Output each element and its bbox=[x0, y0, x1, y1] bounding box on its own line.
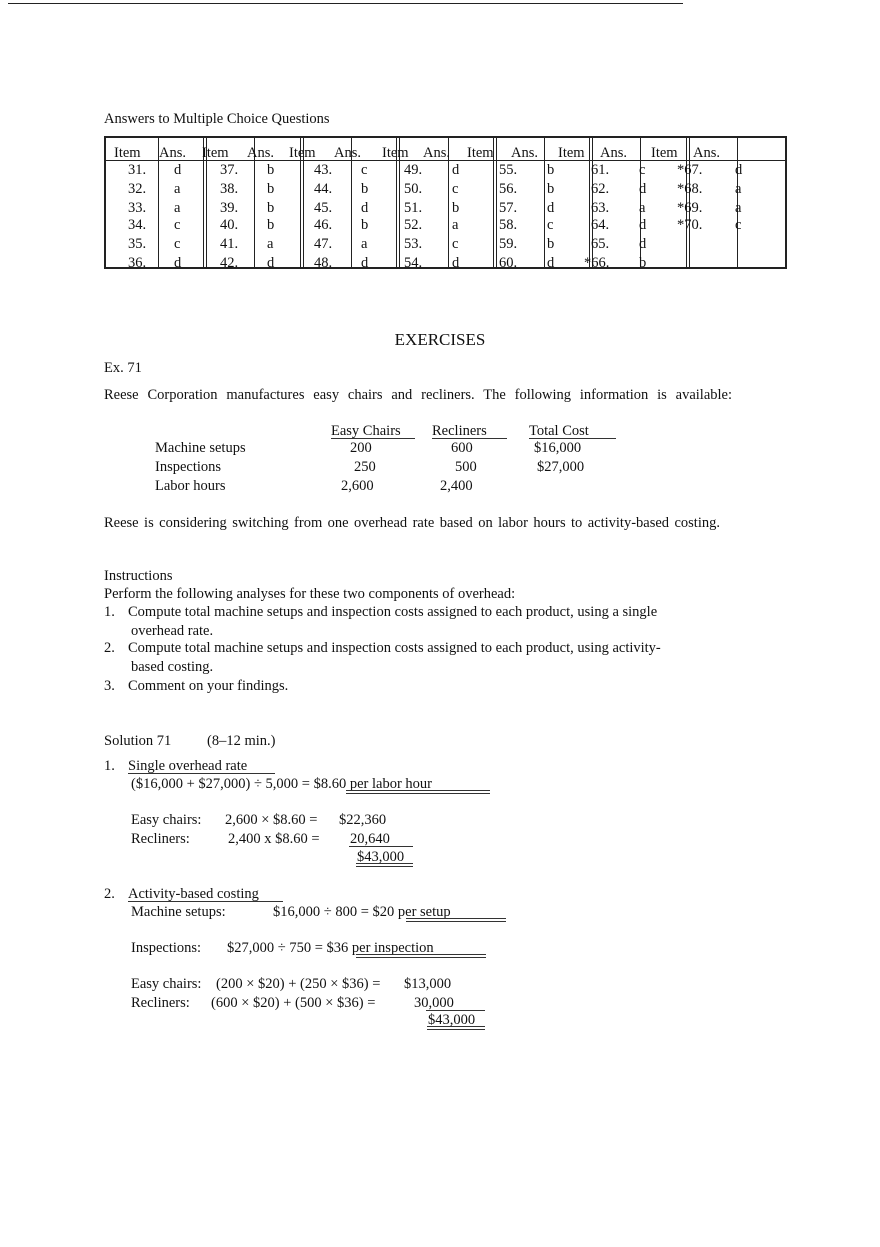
table-item-answer: a bbox=[735, 181, 742, 197]
table-header-item: Item bbox=[114, 145, 141, 161]
table-item-number: *68. bbox=[677, 181, 703, 197]
table-header-item: Item bbox=[202, 145, 229, 161]
table-item-number: 33. bbox=[128, 200, 147, 216]
table-item-answer: c bbox=[547, 217, 554, 233]
table-item-answer: c bbox=[361, 162, 368, 178]
table-item-number: 46. bbox=[314, 217, 333, 233]
part2-total-double-underline bbox=[427, 1026, 485, 1030]
table-item-answer: d bbox=[639, 217, 647, 233]
step-1-line2: overhead rate. bbox=[131, 623, 214, 639]
table-item-answer: b bbox=[267, 162, 275, 178]
table-item-number: 43. bbox=[314, 162, 333, 178]
row-label-labor: Labor hours bbox=[155, 478, 226, 494]
table-header-answer: Ans. bbox=[247, 145, 274, 161]
table-header-item: Item bbox=[558, 145, 585, 161]
table-item-answer: b bbox=[267, 217, 275, 233]
table-item-answer: b bbox=[361, 181, 369, 197]
part1-total-double-underline bbox=[356, 863, 413, 867]
table-item-answer: b bbox=[639, 255, 647, 271]
part2-num: 2. bbox=[104, 886, 115, 902]
table-item-number: *67. bbox=[677, 162, 703, 178]
table-item-answer: c bbox=[452, 181, 459, 197]
considering-text: Reese is considering switching from one overhead rate based on labor hours to activity-based costing. bbox=[104, 515, 720, 531]
table-item-number: 56. bbox=[499, 181, 518, 197]
table-item-answer: c bbox=[735, 217, 742, 233]
part1-num: 1. bbox=[104, 758, 115, 774]
col-header-recliners: Recliners bbox=[432, 423, 487, 439]
row-inspections-easy: 250 bbox=[354, 459, 376, 475]
part2-easy-calc: (200 × $20) + (250 × $36) = bbox=[216, 976, 381, 992]
row-inspections-total: $27,000 bbox=[537, 459, 585, 475]
table-header-answer: Ans. bbox=[693, 145, 720, 161]
table-item-answer: d bbox=[267, 255, 275, 271]
table-item-number: 57. bbox=[499, 200, 518, 216]
considering-paragraph bbox=[104, 514, 720, 532]
part1-title-underline bbox=[128, 773, 275, 774]
part1-sum-underline bbox=[349, 846, 413, 847]
intro-text: Reese Corporation manufactures easy chairs and recliners. The following information is available: bbox=[104, 387, 732, 403]
table-item-number: 48. bbox=[314, 255, 333, 271]
col-header-total-underline bbox=[529, 438, 616, 439]
table-item-answer: b bbox=[547, 236, 555, 252]
instructions-label: Instructions bbox=[104, 568, 173, 584]
row-label-inspections: Inspections bbox=[155, 459, 222, 475]
table-item-answer: d bbox=[174, 162, 182, 178]
row-setups-total: $16,000 bbox=[534, 440, 582, 456]
table-item-answer: c bbox=[639, 162, 646, 178]
table-item-number: *70. bbox=[677, 217, 703, 233]
table-item-answer: d bbox=[452, 255, 460, 271]
table-item-number: 41. bbox=[220, 236, 239, 252]
step-2-line1: Compute total machine setups and inspection costs assigned to each product, using activity- bbox=[128, 640, 661, 656]
table-item-answer: d bbox=[639, 181, 647, 197]
col-header-easy-underline bbox=[331, 438, 415, 439]
row-setups-easy: 200 bbox=[350, 440, 372, 456]
table-item-number: 55. bbox=[499, 162, 518, 178]
table-item-answer: a bbox=[639, 200, 646, 216]
step-3-line1: Comment on your findings. bbox=[128, 678, 289, 694]
top-rule bbox=[8, 3, 683, 4]
part1-easy-label: Easy chairs: bbox=[131, 812, 202, 828]
table-item-answer: d bbox=[639, 236, 647, 252]
table-item-number: 65. bbox=[591, 236, 610, 252]
table-item-number: 34. bbox=[128, 217, 147, 233]
step-2-line2: based costing. bbox=[131, 659, 214, 675]
table-item-number: 63. bbox=[591, 200, 610, 216]
table-header-answer: Ans. bbox=[334, 145, 361, 161]
part2-recliners-label: Recliners: bbox=[131, 995, 190, 1011]
table-item-answer: d bbox=[361, 200, 369, 216]
table-item-answer: c bbox=[174, 217, 181, 233]
part2-recliners-value: 30,000 bbox=[414, 995, 454, 1011]
table-item-number: 40. bbox=[220, 217, 239, 233]
table-column-rule bbox=[544, 138, 545, 267]
exercise-intro bbox=[104, 386, 732, 404]
table-header-item: Item bbox=[467, 145, 494, 161]
table-item-number: 61. bbox=[591, 162, 610, 178]
part1-recliners-label: Recliners: bbox=[131, 831, 190, 847]
table-item-answer: b bbox=[547, 162, 555, 178]
part1-total: $43,000 bbox=[357, 849, 405, 865]
col-header-recliners-underline bbox=[432, 438, 507, 439]
solution-time: (8–12 min.) bbox=[207, 733, 276, 749]
row-inspections-recliners: 500 bbox=[455, 459, 477, 475]
table-item-number: 58. bbox=[499, 217, 518, 233]
table-item-number: 62. bbox=[591, 181, 610, 197]
table-item-number: 45. bbox=[314, 200, 333, 216]
table-item-number: 47. bbox=[314, 236, 333, 252]
part2-easy-value: $13,000 bbox=[404, 976, 452, 992]
table-header-item: Item bbox=[651, 145, 678, 161]
step-2-num: 2. bbox=[104, 640, 115, 656]
table-item-answer: b bbox=[361, 217, 369, 233]
part1-title: Single overhead rate bbox=[128, 758, 248, 774]
table-item-number: 59. bbox=[499, 236, 518, 252]
table-item-number: 38. bbox=[220, 181, 239, 197]
mc-title: Answers to Multiple Choice Questions bbox=[104, 111, 330, 127]
part2-inspection-double-underline bbox=[356, 954, 486, 958]
exercises-heading: EXERCISES bbox=[394, 330, 486, 349]
part1-recliners-value: 20,640 bbox=[350, 831, 390, 847]
part2-title-underline bbox=[128, 901, 283, 902]
table-item-number: 51. bbox=[404, 200, 423, 216]
part1-easy-value: $22,360 bbox=[339, 812, 387, 828]
exercise-label: Ex. 71 bbox=[104, 360, 142, 376]
table-header-item: Item bbox=[382, 145, 409, 161]
table-item-answer: a bbox=[174, 200, 181, 216]
table-item-answer: a bbox=[361, 236, 368, 252]
table-item-answer: c bbox=[452, 236, 459, 252]
table-header-answer: Ans. bbox=[600, 145, 627, 161]
table-item-number: 50. bbox=[404, 181, 423, 197]
table-item-number: 53. bbox=[404, 236, 423, 252]
part2-setup-calc: $16,000 ÷ 800 = $20 per setup bbox=[273, 904, 451, 920]
table-item-number: *69. bbox=[677, 200, 703, 216]
table-item-number: 32. bbox=[128, 181, 147, 197]
table-item-answer: a bbox=[452, 217, 459, 233]
part2-inspection-calc: $27,000 ÷ 750 = $36 per inspection bbox=[227, 940, 434, 956]
table-item-answer: b bbox=[547, 181, 555, 197]
row-labor-easy: 2,600 bbox=[341, 478, 374, 494]
part2-setup-double-underline bbox=[406, 918, 506, 922]
col-header-easy: Easy Chairs bbox=[331, 423, 401, 439]
table-item-number: 54. bbox=[404, 255, 423, 271]
table-item-answer: d bbox=[361, 255, 369, 271]
step-3-num: 3. bbox=[104, 678, 115, 694]
answer-table bbox=[104, 136, 787, 269]
table-item-answer: a bbox=[735, 200, 742, 216]
table-header-answer: Ans. bbox=[511, 145, 538, 161]
table-item-number: 49. bbox=[404, 162, 423, 178]
row-label-setups: Machine setups bbox=[155, 440, 246, 456]
table-item-number: 52. bbox=[404, 217, 423, 233]
step-1-num: 1. bbox=[104, 604, 115, 620]
table-item-answer: a bbox=[174, 181, 181, 197]
part2-easy-label: Easy chairs: bbox=[131, 976, 202, 992]
table-item-number: *66. bbox=[584, 255, 610, 271]
table-item-answer: d bbox=[547, 200, 555, 216]
table-item-number: 35. bbox=[128, 236, 147, 252]
table-item-answer: d bbox=[174, 255, 182, 271]
table-item-number: 31. bbox=[128, 162, 147, 178]
row-setups-recliners: 600 bbox=[451, 440, 473, 456]
solution-label: Solution 71 bbox=[104, 733, 172, 749]
part2-recliners-calc: (600 × $20) + (500 × $36) = bbox=[211, 995, 376, 1011]
table-item-number: 36. bbox=[128, 255, 147, 271]
part2-title: Activity-based costing bbox=[128, 886, 259, 902]
part1-rate-line: ($16,000 + $27,000) ÷ 5,000 = $8.60 per labor hour bbox=[131, 776, 432, 792]
table-item-answer: b bbox=[452, 200, 460, 216]
table-item-answer: d bbox=[452, 162, 460, 178]
part2-total: $43,000 bbox=[428, 1012, 476, 1028]
instructions-intro: Perform the following analyses for these two components of overhead: bbox=[104, 586, 516, 602]
table-item-answer: a bbox=[267, 236, 274, 252]
part2-sum-underline bbox=[426, 1010, 485, 1011]
part2-setup-label: Machine setups: bbox=[131, 904, 226, 920]
table-item-answer: c bbox=[174, 236, 181, 252]
table-item-number: 37. bbox=[220, 162, 239, 178]
table-item-answer: b bbox=[267, 200, 275, 216]
table-item-number: 64. bbox=[591, 217, 610, 233]
row-labor-recliners: 2,400 bbox=[440, 478, 473, 494]
table-item-number: 44. bbox=[314, 181, 333, 197]
part1-rate-double-underline bbox=[346, 790, 490, 794]
part1-recliners-calc: 2,400 x $8.60 = bbox=[228, 831, 320, 847]
table-item-number: 39. bbox=[220, 200, 239, 216]
part1-easy-calc: 2,600 × $8.60 = bbox=[225, 812, 318, 828]
table-item-number: 42. bbox=[220, 255, 239, 271]
table-header-answer: Ans. bbox=[159, 145, 186, 161]
part2-inspection-label: Inspections: bbox=[131, 940, 202, 956]
table-header-item: Item bbox=[289, 145, 316, 161]
step-1-line1: Compute total machine setups and inspection costs assigned to each product, using a single bbox=[128, 604, 658, 620]
table-item-answer: d bbox=[547, 255, 555, 271]
table-item-answer: d bbox=[735, 162, 743, 178]
table-item-answer: b bbox=[267, 181, 275, 197]
table-item-number: 60. bbox=[499, 255, 518, 271]
table-header-answer: Ans. bbox=[423, 145, 450, 161]
col-header-total: Total Cost bbox=[529, 423, 589, 439]
